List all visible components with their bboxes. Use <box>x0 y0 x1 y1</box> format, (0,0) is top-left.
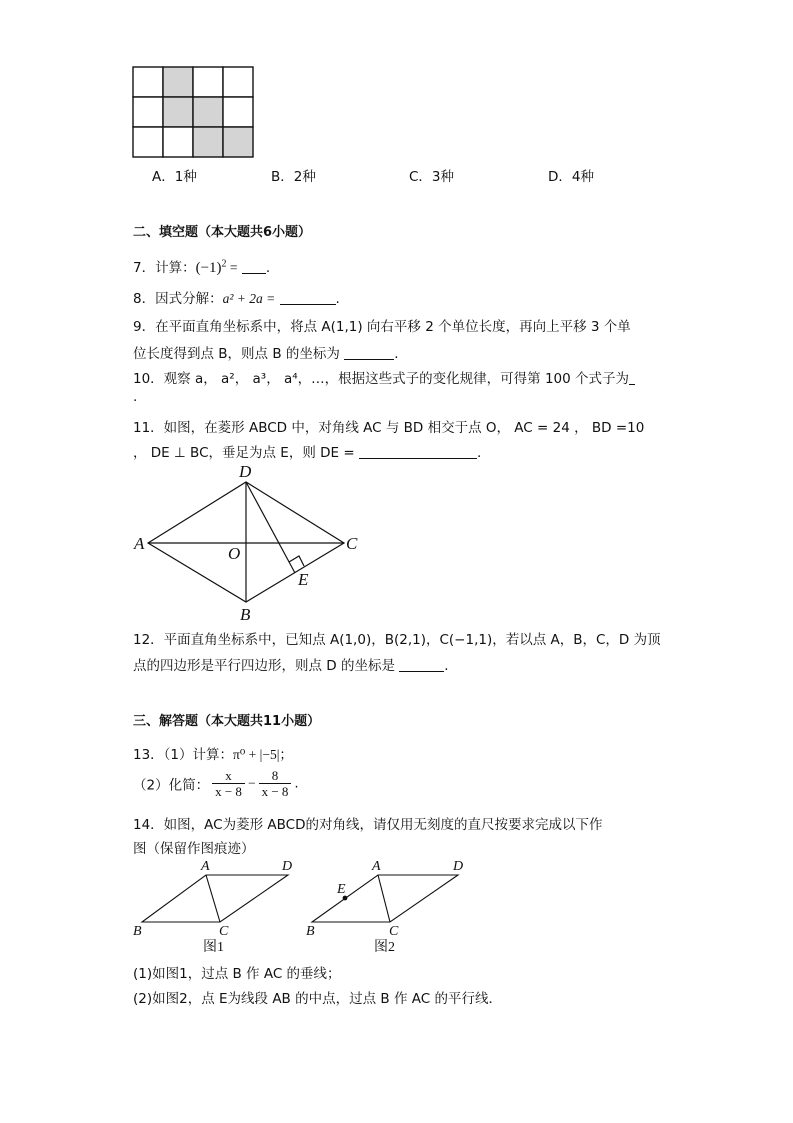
q14-fig2-caption: 图2 <box>374 940 395 955</box>
q14-fig2-rhombus <box>312 875 458 922</box>
q14-line1: 14．如图，AC为菱形 ABCD的对角线，请仅用无刻度的直尺按要求完成以下作 <box>133 817 603 833</box>
q7-exp: 2 <box>221 258 227 270</box>
q9-line2: 位长度得到点 B，则点 B 的坐标为 . <box>133 346 399 362</box>
q6-option-d: D．4种 <box>548 169 594 185</box>
grid-cell <box>133 67 163 97</box>
grid-cell-shaded <box>163 67 193 97</box>
grid-cell <box>133 97 163 127</box>
q14-fig1-label-b: B <box>133 924 142 939</box>
q7: 7．计算：$(-1)^2$ = . <box>133 258 271 276</box>
grid-cell <box>193 67 223 97</box>
q14-line2: 图（保留作图痕迹） <box>133 841 255 857</box>
q10-answer-blank[interactable] <box>629 371 635 385</box>
q14-fig1-label-c: C <box>219 924 229 939</box>
grid-cell <box>163 127 193 157</box>
q10-line1 <box>133 367 635 387</box>
section-2-title: 二、填空题（本大题共6小题） <box>133 225 312 240</box>
q8: 8．因式分解：a² + 2a = . <box>133 291 340 307</box>
q12-line2-text: 点的四边形是平行四边形，则点 D 的坐标是 <box>133 658 395 674</box>
q12-answer-blank[interactable] <box>399 658 444 672</box>
q11-segment-de <box>246 482 295 573</box>
q9-line1: 9．在平面直角坐标系中，将点 A(1,1) 向右平移 2 个单位长度，再向上平移 3 个单 <box>133 319 631 335</box>
q13-fraction-1 <box>212 768 245 799</box>
q14-fig1-label-a: A <box>201 859 210 874</box>
q8-prefix: 8．因式分解： <box>133 291 223 307</box>
grid-cell-shaded <box>193 97 223 127</box>
q13-fraction-2 <box>259 768 292 799</box>
q10-line1-text: 10．观察 a， a²， a³， a⁴，…，根据这些式子的变化规律，可得第 100 个式子为 <box>133 371 630 387</box>
q14-fig2-label-c: C <box>389 924 399 939</box>
q8-expr: a² + 2a = <box>222 291 276 306</box>
q14-fig2-label-b: B <box>306 924 315 939</box>
q14-fig1-diagonal-ac <box>206 875 220 922</box>
section-3-title: 三、解答题（本大题共11小题） <box>133 714 321 729</box>
q13-part1 <box>133 743 293 763</box>
q11-answer-blank[interactable] <box>359 445 477 459</box>
q11-label-a: A <box>134 534 145 553</box>
q9-line2-text: 位长度得到点 B，则点 B 的坐标为 <box>133 346 340 362</box>
q7-prefix: 7．计算： <box>133 260 196 276</box>
q14-fig1-caption: 图1 <box>203 940 224 955</box>
q14-fig1-rhombus <box>142 875 288 922</box>
q6-option-c: C．3种 <box>409 169 455 185</box>
q9-answer-blank[interactable] <box>344 346 394 360</box>
q11-line1: 11．如图，在菱形 ABCD 中，对角线 AC 与 BD 相交于点 O， AC = 24 ， BD =10 <box>133 420 645 436</box>
q13-frac2-den: x − 8 <box>261 784 289 799</box>
q8-answer-blank[interactable] <box>280 291 336 305</box>
q11-label-o: O <box>228 544 241 563</box>
q7-answer-blank[interactable] <box>242 260 266 274</box>
q11-right-angle-mark <box>289 556 304 566</box>
q11-label-d: D <box>239 462 252 481</box>
q14-figures <box>128 855 478 960</box>
q14-fig2-diagonal-ac <box>378 875 390 922</box>
grid-cell-shaded <box>223 127 253 157</box>
q11-label-c: C <box>346 534 358 553</box>
q13-part1-expr: π⁰ + |−5|； <box>233 747 293 762</box>
q6-option-b: B．2种 <box>271 169 316 185</box>
grid-cell <box>223 97 253 127</box>
q14-fig2-label-d: D <box>453 859 464 874</box>
q13-frac2-num: 8 <box>259 768 292 784</box>
q14-fig1-label-d: D <box>282 859 293 874</box>
q11-rhombus-figure <box>128 460 368 626</box>
q7-expr: (−1) <box>195 260 222 276</box>
q6-grid-figure <box>132 66 256 159</box>
q13-part2 <box>133 768 299 799</box>
q6-option-a: A．1种 <box>152 169 197 185</box>
q12-line2: 点的四边形是平行四边形，则点 D 的坐标是 . <box>133 658 449 674</box>
grid-cell <box>133 127 163 157</box>
q13-end: . <box>294 775 299 792</box>
q13-part2-prefix: （2）化简： <box>133 777 210 794</box>
grid-cell-shaded <box>193 127 223 157</box>
grid-cell <box>223 67 253 97</box>
q11-label-b: B <box>240 605 251 624</box>
q14-sub1: (1)如图1，过点 B 作 AC 的垂线； <box>133 966 341 982</box>
q11-label-e: E <box>298 570 309 589</box>
q13-frac1-num: x <box>212 768 245 784</box>
q10-line2: . <box>133 389 138 405</box>
q12-line1: 12．平面直角坐标系中，已知点 A(1,0)，B(2,1)，C(−1,1)，若以点 A，B，C，D 为顶 <box>133 632 661 648</box>
q14-fig2-label-a: A <box>372 859 381 874</box>
grid-cell-shaded <box>163 97 193 127</box>
q11-line2: ， DE ⊥ BC，垂足为点 E，则 DE = . <box>133 445 482 461</box>
q7-eq: = <box>226 260 238 275</box>
q14-sub2: (2)如图2，点 E为线段 AB 的中点，过点 B 作 AC 的平行线． <box>133 991 502 1007</box>
q14-fig2-label-e: E <box>337 882 346 897</box>
q13-frac1-den: x − 8 <box>215 784 242 799</box>
q13-part1-prefix: 13．（1）计算： <box>133 747 234 763</box>
q13-minus: − <box>247 775 256 791</box>
q11-line2-text: ， DE ⊥ BC，垂足为点 E，则 DE = <box>133 445 355 461</box>
